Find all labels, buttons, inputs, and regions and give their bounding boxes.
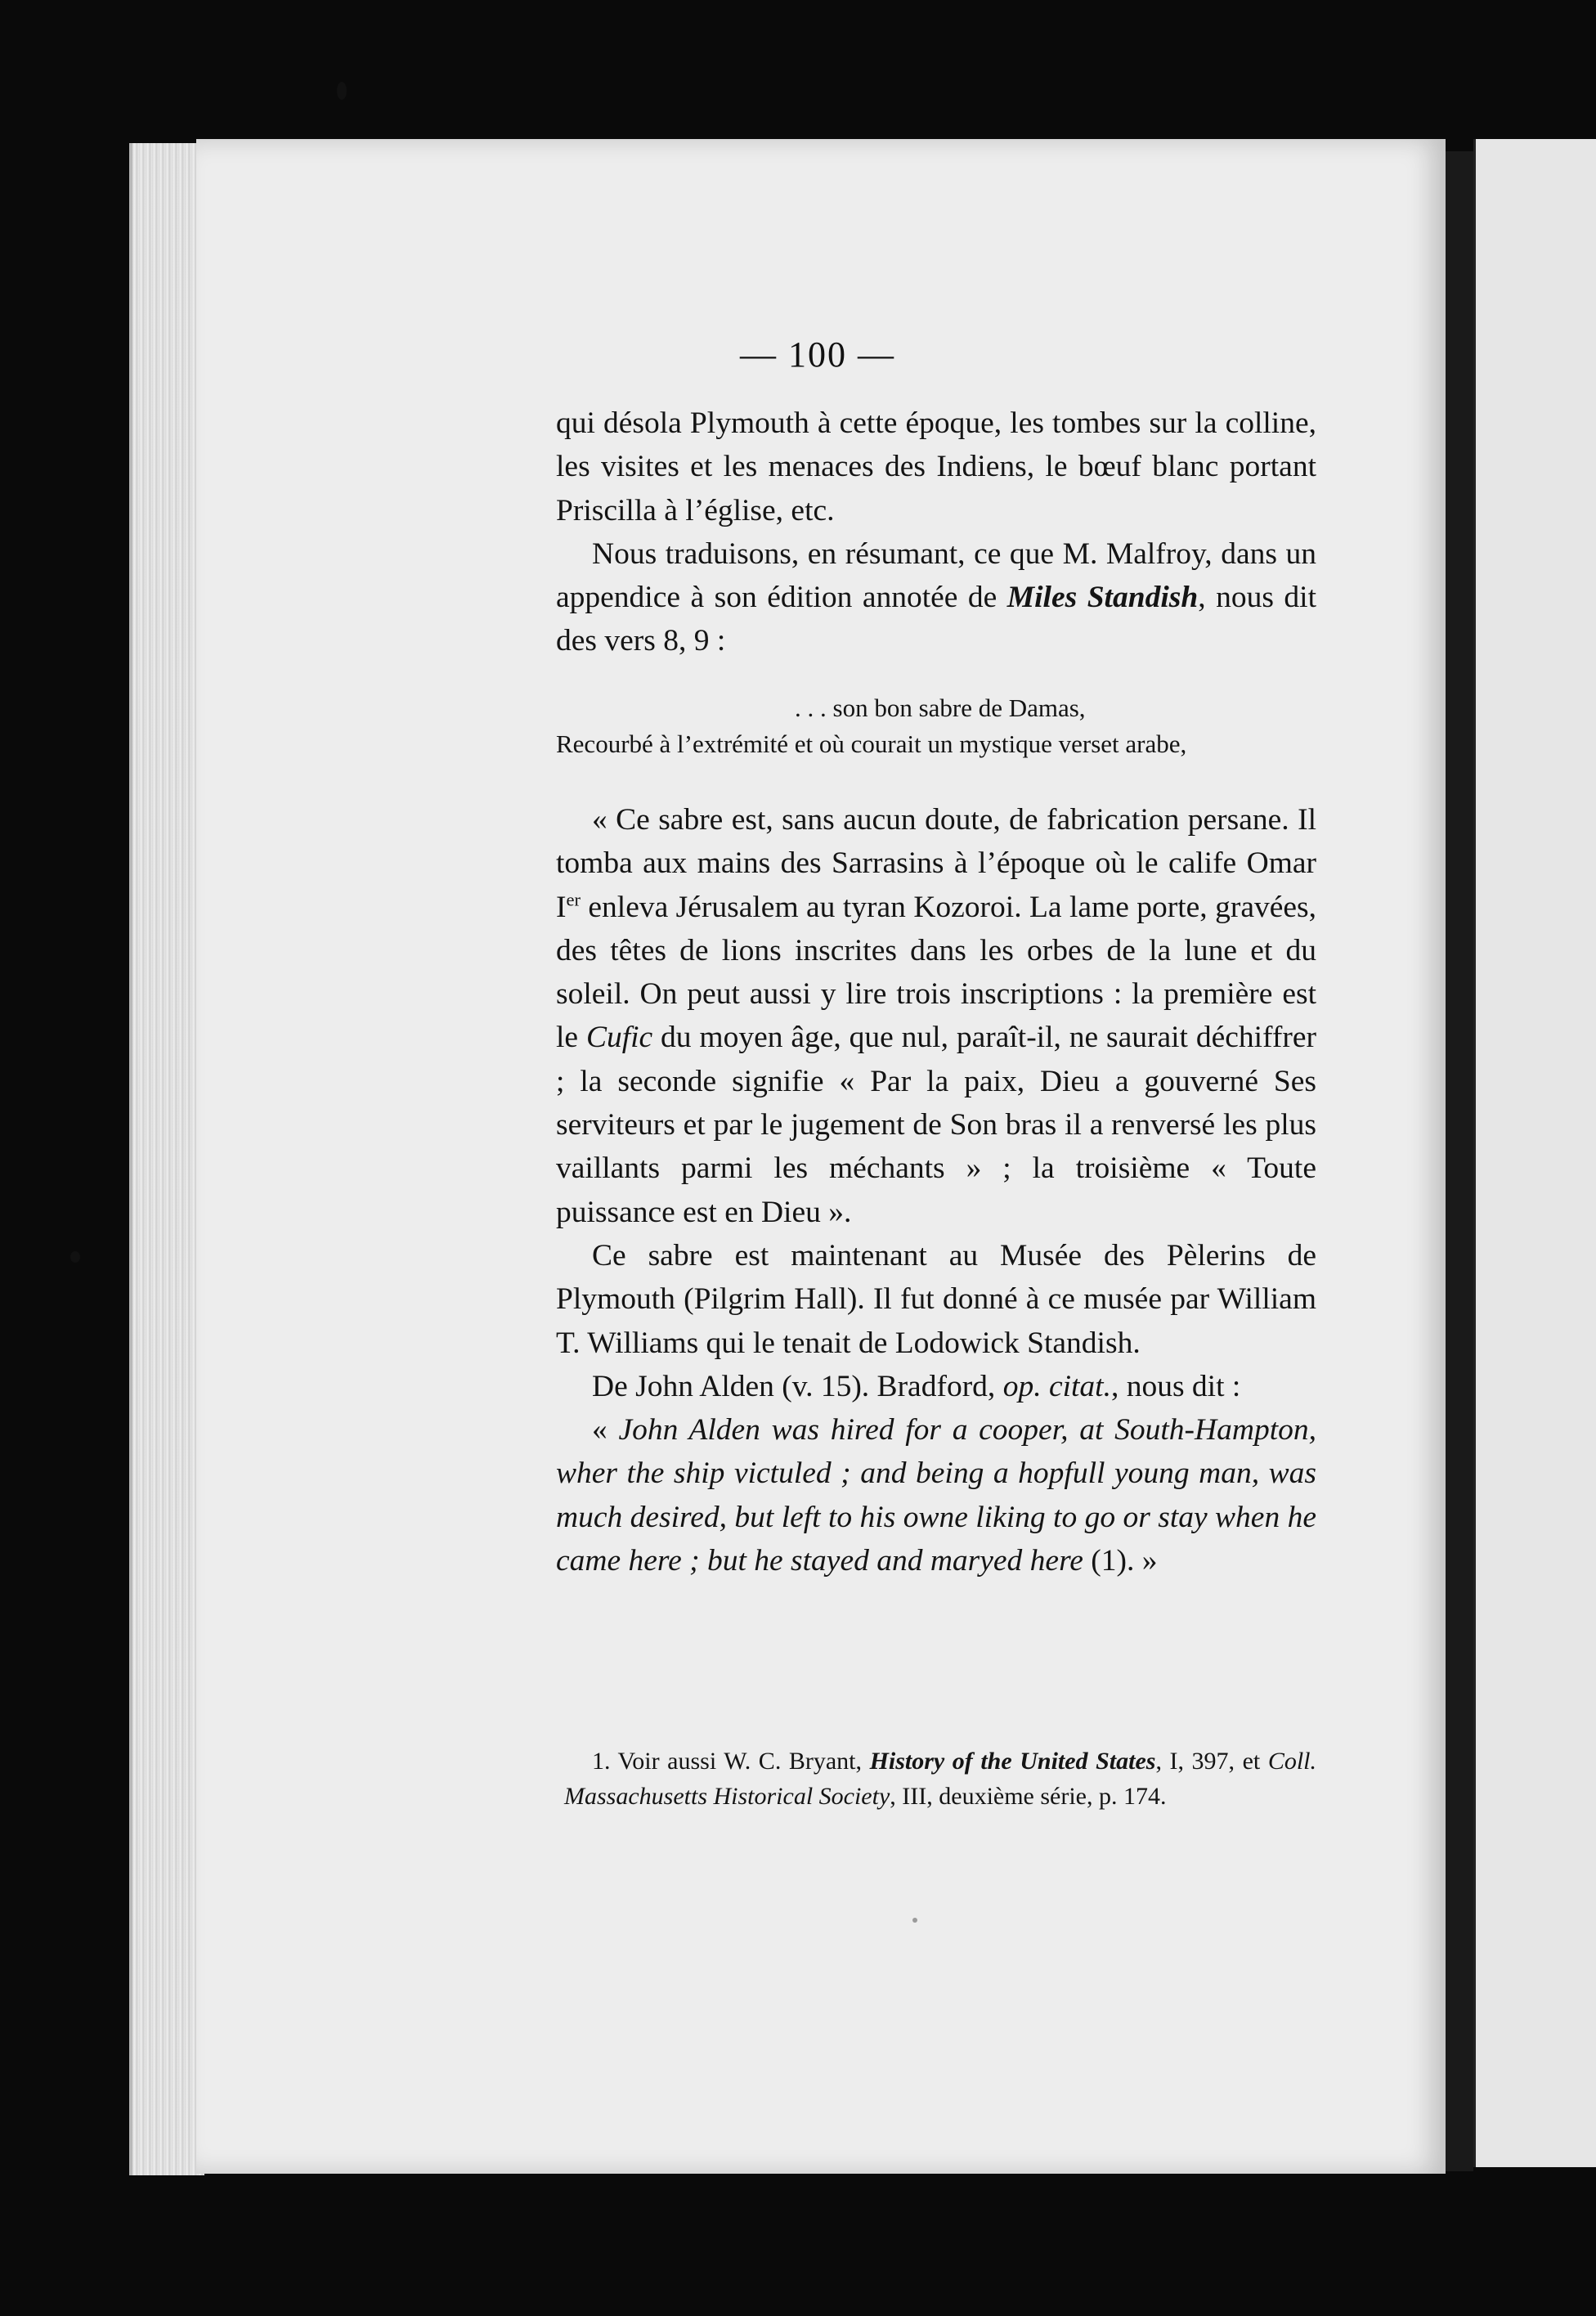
scan-speck — [912, 1918, 917, 1923]
body-text-top — [556, 402, 1316, 663]
paragraph-sabre-description: « Ce sabre est, sans aucun doute, de fabrication persane. Il tomba aux mains des Sarrasins à l’époque où le calife Omar Ier enleva Jérusalem au tyran Kozoroi. La lame porte, gravées, des têtes de lions inscrites dans les orbes de la lune et du soleil. On peut aussi y lire trois inscriptions : la première est le Cufic du moyen âge, que nul, paraît-il, ne saurait déchiffrer ; la seconde signifie « Par la paix, Dieu a gouverné Ses serviteurs et par le jugement de Son bras il a renversé les plus vaillants parmi les méchants » ; la troisième « Toute puissance est en Dieu ». — [556, 803, 1316, 1229]
footnote-1: 1. Voir aussi W. C. Bryant, History of the United States, I, 397, et Coll. Massachusetts Historical Society, III, deuxième série, p. 174. — [564, 1748, 1317, 1810]
verse-line-2: Recourbé à l’extrémité et où courait un mystique verset arabe, — [556, 729, 1187, 758]
book-gutter — [1446, 151, 1473, 2171]
facing-page-edge — [1473, 139, 1596, 2167]
verse-quotation — [556, 690, 1316, 762]
page-stack-edges — [129, 143, 204, 2175]
footnote — [564, 1744, 1316, 1814]
scan-speck — [70, 1251, 80, 1263]
verse-line-1: . . . son bon sabre de Damas, — [795, 693, 1086, 722]
superscript-er: er — [566, 889, 581, 910]
italic-cufic: Cufic — [585, 1021, 653, 1055]
page-number: — 100 — — [740, 334, 895, 375]
scan-speck — [337, 82, 347, 100]
body-text-main — [556, 798, 1316, 1582]
italic-title-history-us: History of the United States — [869, 1748, 1156, 1775]
paragraph-john-alden: De John Alden (v. 15). Bradford, op. citat., nous dit : — [592, 1369, 1241, 1403]
paragraph-english-quote: « John Alden was hired for a cooper, at South-Hampton, wher the ship victuled ; and being a hopfull young man, was much desired, but left to his owne liking to go or stay when he came here ; but he stayed and maryed here (1). » — [556, 1413, 1317, 1578]
italic-english-quotation: John Alden was hired for a cooper, at South-Hampton, wher the ship victuled ; and being a hopfull young man, was much desired, but left to his owne liking to go or stay when he came here ; but he stayed and maryed here — [556, 1413, 1317, 1578]
footnote-reference: (1). » — [1083, 1544, 1158, 1578]
paragraph-pilgrim-hall: Ce sabre est maintenant au Musée des Pèlerins de Plymouth (Pilgrim Hall). Il fut donné à ce musée par William T. Williams qui le tenait de Lodowick Standish. — [556, 1238, 1316, 1360]
paragraph-translation-intro: Nous traduisons, en résumant, ce que M. Malfroy, dans un appendice à son édition annotée de Miles Standish, nous dit des vers 8, 9 : — [556, 536, 1316, 658]
paragraph-continuation: qui désola Plymouth à cette époque, les tombes sur la colline, les visites et les menaces des Indiens, le bœuf blanc portant Priscilla à l’église, etc. — [556, 406, 1316, 527]
italic-title-miles-standish: Miles Standish — [1006, 581, 1199, 615]
italic-op-citat: op. citat. — [1002, 1369, 1111, 1403]
italic-title-coll-mass: Coll. Massachusetts Historical Society — [564, 1748, 1317, 1810]
